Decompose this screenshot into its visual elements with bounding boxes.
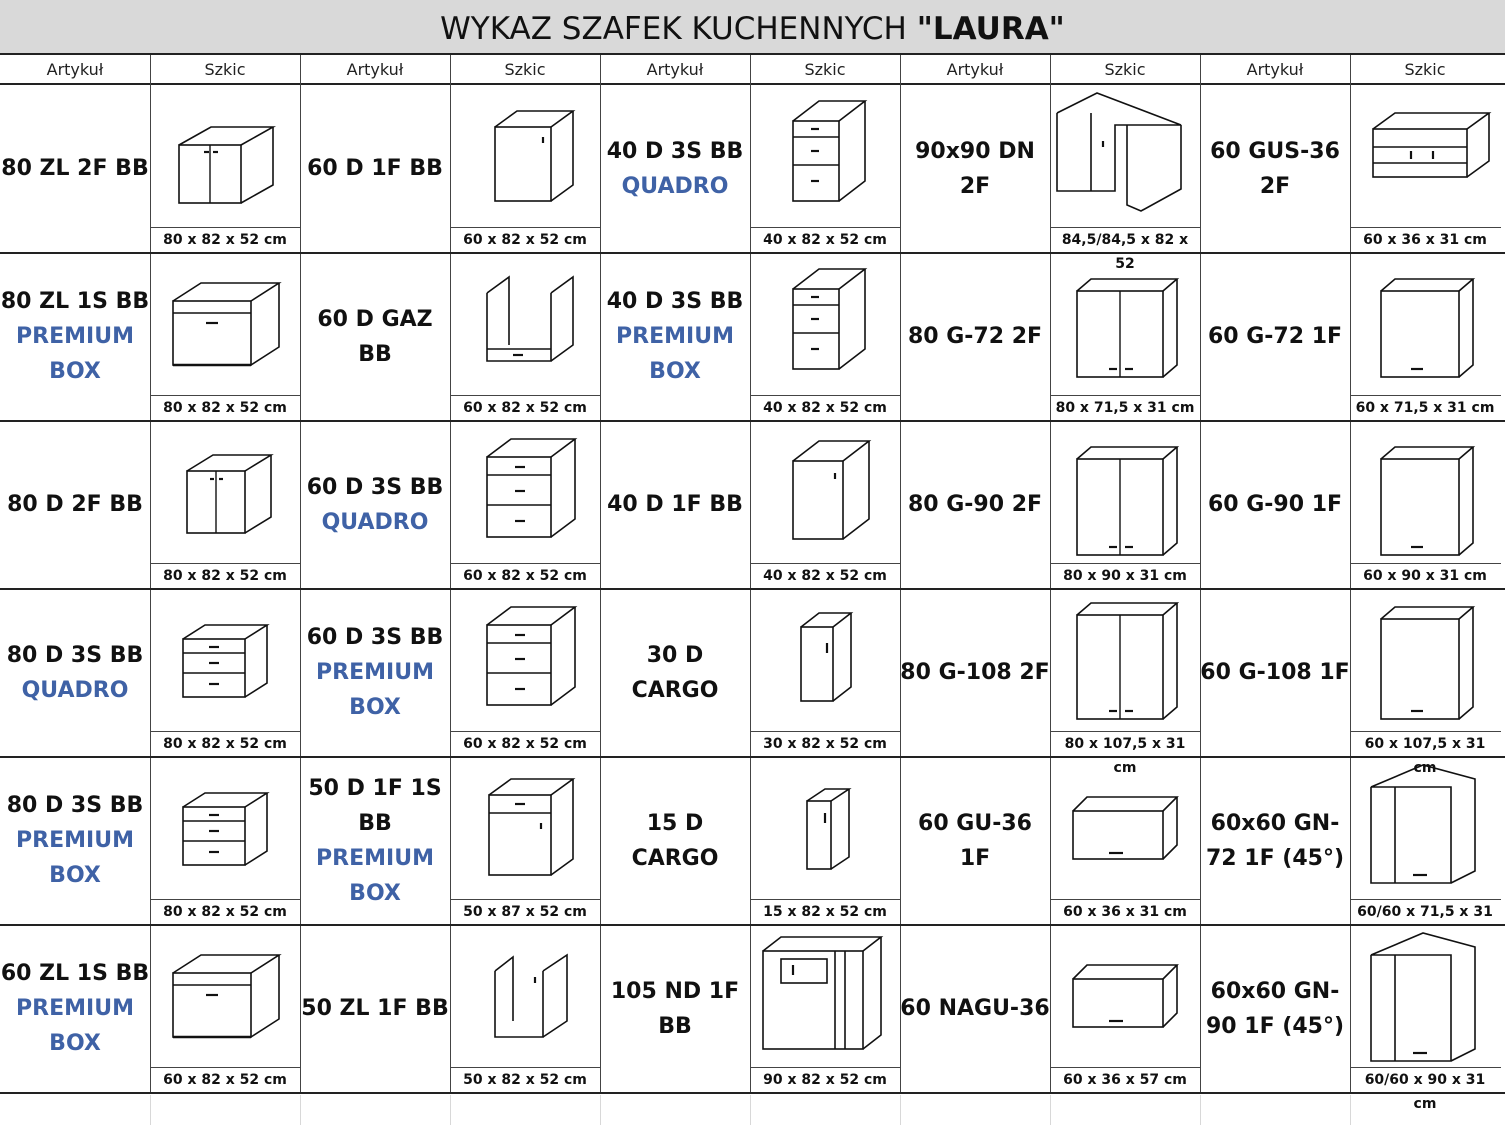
- dimensions: 50 x 87 x 52 cm: [463, 904, 587, 920]
- cabinet-sketch: [1351, 85, 1499, 227]
- article-cell: [300, 253, 450, 420]
- article-cell: [600, 421, 750, 588]
- article-cell: [0, 85, 150, 252]
- dimensions: 80 x 82 x 52 cm: [163, 904, 287, 920]
- dimensions: 80 x 82 x 52 cm: [163, 232, 287, 248]
- article-cell: [900, 85, 1050, 252]
- dimensions: 80 x 82 x 52 cm: [163, 568, 287, 584]
- dimensions: 60 x 82 x 52 cm: [463, 568, 587, 584]
- header-artykul: Artykuł: [1246, 60, 1304, 79]
- header-szkic: Szkic: [204, 60, 246, 79]
- cabinet-sketch: [751, 85, 899, 227]
- article-name: 50 ZL 1F BB: [301, 996, 449, 1021]
- sketch-cell: [751, 757, 901, 924]
- sketch-cell: [751, 421, 901, 588]
- article-name: 80 G-90 2F: [907, 492, 1043, 517]
- sketch-cell: [151, 589, 301, 756]
- article-variant: BOX: [49, 863, 101, 888]
- cabinet-sketch: [451, 925, 599, 1067]
- sketch-cell: [1051, 757, 1201, 924]
- article-cell: [300, 757, 450, 924]
- article-variant: PREMIUM: [616, 324, 734, 349]
- article-name: 60 D 3S BB: [306, 625, 444, 650]
- cabinet-sketch: [1351, 421, 1499, 563]
- header-szkic: Szkic: [804, 60, 846, 79]
- sketch-cell: [1351, 589, 1501, 776]
- cabinet-sketch: [1051, 589, 1199, 731]
- article-name: 40 D 3S BB: [606, 289, 744, 314]
- title-bold: "LAURA": [916, 11, 1065, 47]
- cabinet-sketch: [451, 253, 599, 395]
- dimensions: 80 x 71,5 x 31 cm: [1055, 400, 1195, 416]
- article-name: 90x90 DN 2F: [915, 138, 1035, 199]
- dimensions: 40 x 82 x 52 cm: [763, 232, 887, 248]
- article-name: 105 ND 1F BB: [610, 978, 740, 1039]
- sketch-cell: [1351, 253, 1501, 420]
- cabinet-sketch: [751, 925, 899, 1067]
- article-name: 15 D CARGO: [631, 810, 719, 871]
- article-cell: [0, 421, 150, 588]
- cabinet-sketch: [1051, 85, 1199, 227]
- article-variant: PREMIUM: [16, 828, 134, 853]
- dimensions: 90 x 82 x 52 cm: [763, 1072, 887, 1088]
- sketch-cell: [451, 421, 601, 588]
- sketch-cell: [151, 757, 301, 924]
- article-cell: [1200, 925, 1350, 1092]
- dimensions: 40 x 82 x 52 cm: [763, 400, 887, 416]
- cabinet-sketch: [151, 85, 299, 227]
- sketch-cell: [1351, 925, 1501, 1112]
- article-variant: QUADRO: [321, 509, 429, 535]
- sketch-cell: [1051, 85, 1201, 272]
- article-name: 80 D 3S BB: [6, 793, 144, 818]
- article-variant: PREMIUM: [316, 845, 434, 871]
- article-name: BB: [358, 810, 392, 836]
- article-cell: [900, 925, 1050, 1092]
- dimensions: 80 x 107,5 x 31 cm: [1064, 736, 1186, 776]
- article-variant: BOX: [349, 880, 401, 906]
- article-name: 60 D 3S BB: [306, 474, 444, 500]
- article-name: 80 G-72 2F: [907, 324, 1043, 349]
- cabinet-sketch: [1351, 925, 1499, 1067]
- dimensions: 84,5/84,5 x 82 x 52: [1061, 232, 1189, 272]
- article-name: 40 D 3S BB: [606, 138, 744, 164]
- article-name: 60 G-108 1F: [1200, 660, 1350, 685]
- sketch-cell: [451, 85, 601, 252]
- article-name: 60 NAGU-36: [900, 996, 1050, 1021]
- article-cell: [300, 421, 450, 588]
- article-name: 80 D 2F BB: [7, 492, 143, 517]
- article-cell: [600, 85, 750, 252]
- article-name: 80 G-108 2F: [900, 660, 1050, 685]
- cabinet-sketch: [451, 589, 599, 731]
- sketch-cell: [151, 85, 301, 252]
- article-variant: PREMIUM: [16, 324, 134, 349]
- dimensions: 60 x 36 x 31 cm: [1363, 232, 1487, 248]
- sketch-cell: [1351, 85, 1501, 252]
- article-variant: BOX: [49, 359, 101, 384]
- article-name: 30 D CARGO: [631, 642, 719, 703]
- article-cell: [1200, 589, 1350, 756]
- article-cell: [900, 421, 1050, 588]
- article-cell: [300, 925, 450, 1092]
- article-name: 72 1F (45°): [1206, 845, 1344, 871]
- page-title: [0, 0, 1505, 58]
- article-cell: [900, 589, 1050, 756]
- article-name: 60 D GAZ BB: [317, 306, 433, 367]
- dimensions: 40 x 82 x 52 cm: [763, 568, 887, 584]
- article-name: 60x60 GN-: [1210, 810, 1340, 836]
- article-name: 80 ZL 1S BB: [0, 289, 150, 314]
- dimensions: 60/60 x 71,5 x 31: [1357, 904, 1493, 920]
- article-cell: [900, 253, 1050, 420]
- sketch-cell: [1351, 757, 1501, 924]
- sketch-cell: [451, 253, 601, 420]
- dimensions: 60 x 71,5 x 31 cm: [1355, 400, 1495, 416]
- cabinet-sketch: [1051, 421, 1199, 563]
- cabinet-sketch: [151, 757, 299, 899]
- sketch-cell: [751, 589, 901, 756]
- article-variant: BOX: [349, 695, 401, 720]
- dimensions: 60 x 107,5 x 31 cm: [1364, 736, 1486, 776]
- article-cell: [0, 589, 150, 756]
- article-cell: [900, 757, 1050, 924]
- title-prefix: WYKAZ SZAFEK KUCHENNYCH: [440, 11, 917, 47]
- article-name: 80 D 3S BB: [6, 642, 144, 668]
- article-variant: QUADRO: [621, 173, 729, 199]
- article-cell: [1200, 253, 1350, 420]
- header-artykul: Artykuł: [46, 60, 104, 79]
- article-name: 60 GU-36 1F: [918, 810, 1032, 871]
- dimensions: 60 x 82 x 52 cm: [463, 232, 587, 248]
- cabinet-sketch: [451, 757, 599, 899]
- cabinet-sketch: [1351, 757, 1499, 899]
- dimensions: 60/60 x 90 x 31 cm: [1364, 1072, 1486, 1112]
- article-name: 50 D 1F 1S: [308, 775, 442, 801]
- dimensions: 60 x 36 x 57 cm: [1063, 1072, 1187, 1088]
- cabinet-sketch: [1051, 757, 1199, 899]
- cabinet-sketch: [151, 253, 299, 395]
- article-cell: [300, 589, 450, 756]
- dimensions: 80 x 90 x 31 cm: [1063, 568, 1187, 584]
- article-variant: PREMIUM: [316, 660, 434, 685]
- article-name: 40 D 1F BB: [607, 492, 743, 517]
- article-cell: [0, 253, 150, 420]
- title-bar: [0, 0, 1505, 55]
- sketch-cell: [751, 253, 901, 420]
- sketch-cell: [451, 925, 601, 1092]
- sketch-cell: [451, 757, 601, 924]
- sketch-cell: [1351, 421, 1501, 588]
- header-artykul: Artykuł: [946, 60, 1004, 79]
- article-cell: [0, 757, 150, 924]
- header-row: [0, 55, 1505, 85]
- article-cell: [0, 925, 150, 1092]
- header-szkic: Szkic: [504, 60, 546, 79]
- cabinet-sketch: [451, 85, 599, 227]
- cabinet-sketch: [751, 421, 899, 563]
- dimensions: 30 x 82 x 52 cm: [763, 736, 887, 752]
- cabinet-sketch: [751, 253, 899, 395]
- cabinet-sketch: [1351, 589, 1499, 731]
- dimensions: 60 x 82 x 52 cm: [163, 1072, 287, 1088]
- article-variant: QUADRO: [21, 677, 129, 703]
- article-variant: BOX: [49, 1031, 101, 1056]
- dimensions: 60 x 90 x 31 cm: [1363, 568, 1487, 584]
- sketch-cell: [1051, 253, 1201, 420]
- cabinet-sketch: [751, 589, 899, 731]
- sketch-cell: [1051, 589, 1201, 776]
- sketch-cell: [151, 421, 301, 588]
- sketch-cell: [751, 925, 901, 1092]
- dimensions: 80 x 82 x 52 cm: [163, 736, 287, 752]
- sketch-cell: [1051, 421, 1201, 588]
- header-szkic: Szkic: [1104, 60, 1146, 79]
- cabinet-sketch: [1051, 253, 1199, 395]
- dimensions: 50 x 82 x 52 cm: [463, 1072, 587, 1088]
- header-szkic: Szkic: [1404, 60, 1446, 79]
- article-cell: [600, 757, 750, 924]
- dimensions: 15 x 82 x 52 cm: [763, 904, 887, 920]
- header-artykul: Artykuł: [346, 60, 404, 79]
- article-name: 60 D 1F BB: [307, 156, 443, 181]
- cabinet-sketch: [1051, 925, 1199, 1067]
- article-name: 60 GUS-36 2F: [1210, 138, 1340, 199]
- dimensions: 60 x 82 x 52 cm: [463, 736, 587, 752]
- article-cell: [600, 925, 750, 1092]
- article-name: 90 1F (45°): [1206, 1013, 1344, 1039]
- sketch-cell: [1051, 925, 1201, 1092]
- article-name: 60 ZL 1S BB: [0, 961, 150, 986]
- article-name: 60 G-72 1F: [1207, 324, 1343, 349]
- article-name: 60x60 GN-: [1210, 978, 1340, 1004]
- article-cell: [1200, 421, 1350, 588]
- article-cell: [1200, 757, 1350, 924]
- cabinet-sketch: [1351, 253, 1499, 395]
- sketch-cell: [751, 85, 901, 252]
- article-variant: PREMIUM: [16, 996, 134, 1021]
- dimensions: 60 x 36 x 31 cm: [1063, 904, 1187, 920]
- cabinet-sketch: [451, 421, 599, 563]
- sketch-cell: [451, 589, 601, 756]
- row-separator: [0, 1092, 1505, 1094]
- article-variant: BOX: [649, 359, 701, 384]
- sketch-cell: [151, 925, 301, 1092]
- article-cell: [1200, 85, 1350, 252]
- cabinet-sketch: [151, 421, 299, 563]
- dimensions: 80 x 82 x 52 cm: [163, 400, 287, 416]
- header-artykul: Artykuł: [646, 60, 704, 79]
- cabinet-sketch: [151, 925, 299, 1067]
- article-cell: [600, 589, 750, 756]
- article-name: 80 ZL 2F BB: [1, 156, 149, 181]
- article-cell: [300, 85, 450, 252]
- cabinet-sketch: [151, 589, 299, 731]
- article-name: 60 G-90 1F: [1207, 492, 1343, 517]
- article-cell: [600, 253, 750, 420]
- cabinet-sketch: [751, 757, 899, 899]
- dimensions: 60 x 82 x 52 cm: [463, 400, 587, 416]
- sketch-cell: [151, 253, 301, 420]
